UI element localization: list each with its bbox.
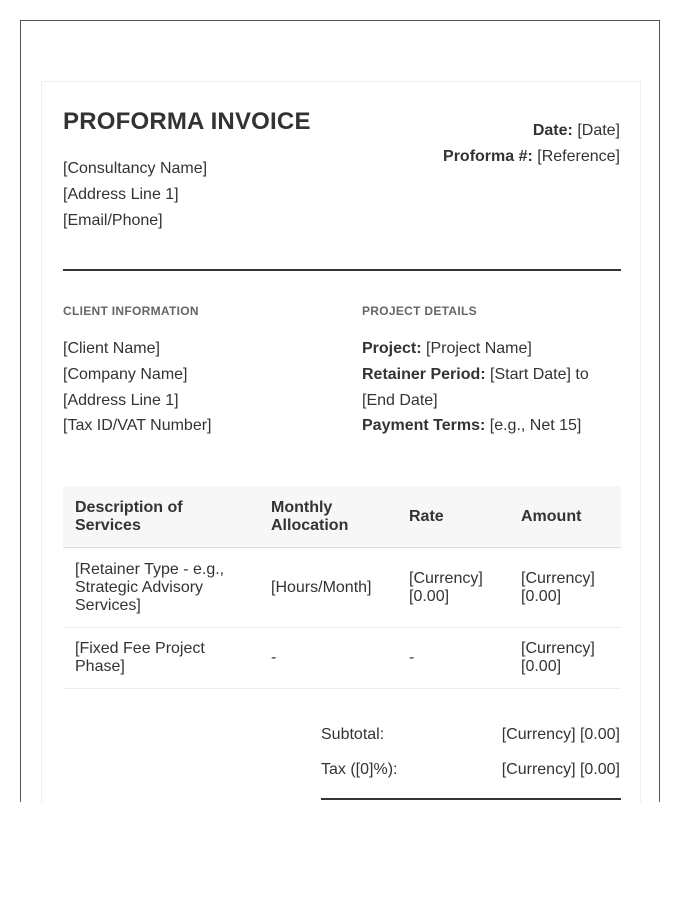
cell-description: [Retainer Type - e.g., Strategic Advisory Services] xyxy=(63,548,259,628)
table-header-row xyxy=(63,486,621,548)
header-allocation: Monthly Allocation xyxy=(259,486,397,548)
date-row xyxy=(533,122,620,140)
table-row xyxy=(63,628,621,689)
payment-terms-value: [e.g., Net 15] xyxy=(489,417,582,434)
date-value: [Date] xyxy=(577,122,620,139)
subtotal-label: Subtotal: xyxy=(321,726,385,743)
project-label: Project: xyxy=(362,340,422,357)
payment-terms-row xyxy=(362,417,581,435)
header-amount: Amount xyxy=(509,486,621,548)
totals-divider xyxy=(321,798,621,800)
subtotal-value: [Currency] [0.00] xyxy=(501,726,620,743)
client-tax-id: [Tax ID/VAT Number] xyxy=(63,417,212,434)
retainer-period-row xyxy=(362,366,589,384)
cell-rate: - xyxy=(397,628,509,689)
invoice-title: PROFORMA INVOICE xyxy=(63,108,311,135)
project-row xyxy=(362,340,532,358)
retainer-period-end: [End Date] xyxy=(362,392,438,409)
cell-amount: [Currency] [0.00] xyxy=(509,628,621,689)
client-company: [Company Name] xyxy=(63,366,188,383)
header-description: Description of Services xyxy=(63,486,259,548)
tax-value: [Currency] [0.00] xyxy=(501,761,620,778)
cell-allocation: - xyxy=(259,628,397,689)
retainer-period-start: [Start Date] to xyxy=(490,366,589,383)
cell-amount: [Currency] [0.00] xyxy=(509,548,621,628)
project-heading: PROJECT DETAILS xyxy=(362,304,477,318)
services-table xyxy=(63,486,621,689)
header-divider xyxy=(63,269,621,271)
payment-terms-label: Payment Terms: xyxy=(362,417,486,434)
page-frame xyxy=(20,20,660,802)
table-row xyxy=(63,548,621,628)
retainer-period-label: Retainer Period: xyxy=(362,366,486,383)
proforma-label: Proforma #: xyxy=(443,148,533,165)
consultancy-address: [Address Line 1] xyxy=(63,186,179,203)
tax-label: Tax ([0]%): xyxy=(321,761,398,778)
client-name: [Client Name] xyxy=(63,340,160,357)
cell-description: [Fixed Fee Project Phase] xyxy=(63,628,259,689)
header-rate: Rate xyxy=(397,486,509,548)
cell-rate: [Currency] [0.00] xyxy=(397,548,509,628)
proforma-value: [Reference] xyxy=(537,148,620,165)
consultancy-contact: [Email/Phone] xyxy=(63,212,163,229)
consultancy-name: [Consultancy Name] xyxy=(63,160,208,177)
client-address: [Address Line 1] xyxy=(63,392,179,409)
invoice-sheet xyxy=(41,81,641,802)
project-value: [Project Name] xyxy=(426,340,532,357)
cell-allocation: [Hours/Month] xyxy=(259,548,397,628)
date-label: Date: xyxy=(532,122,573,139)
client-heading: CLIENT INFORMATION xyxy=(63,304,199,318)
proforma-row xyxy=(443,148,620,166)
